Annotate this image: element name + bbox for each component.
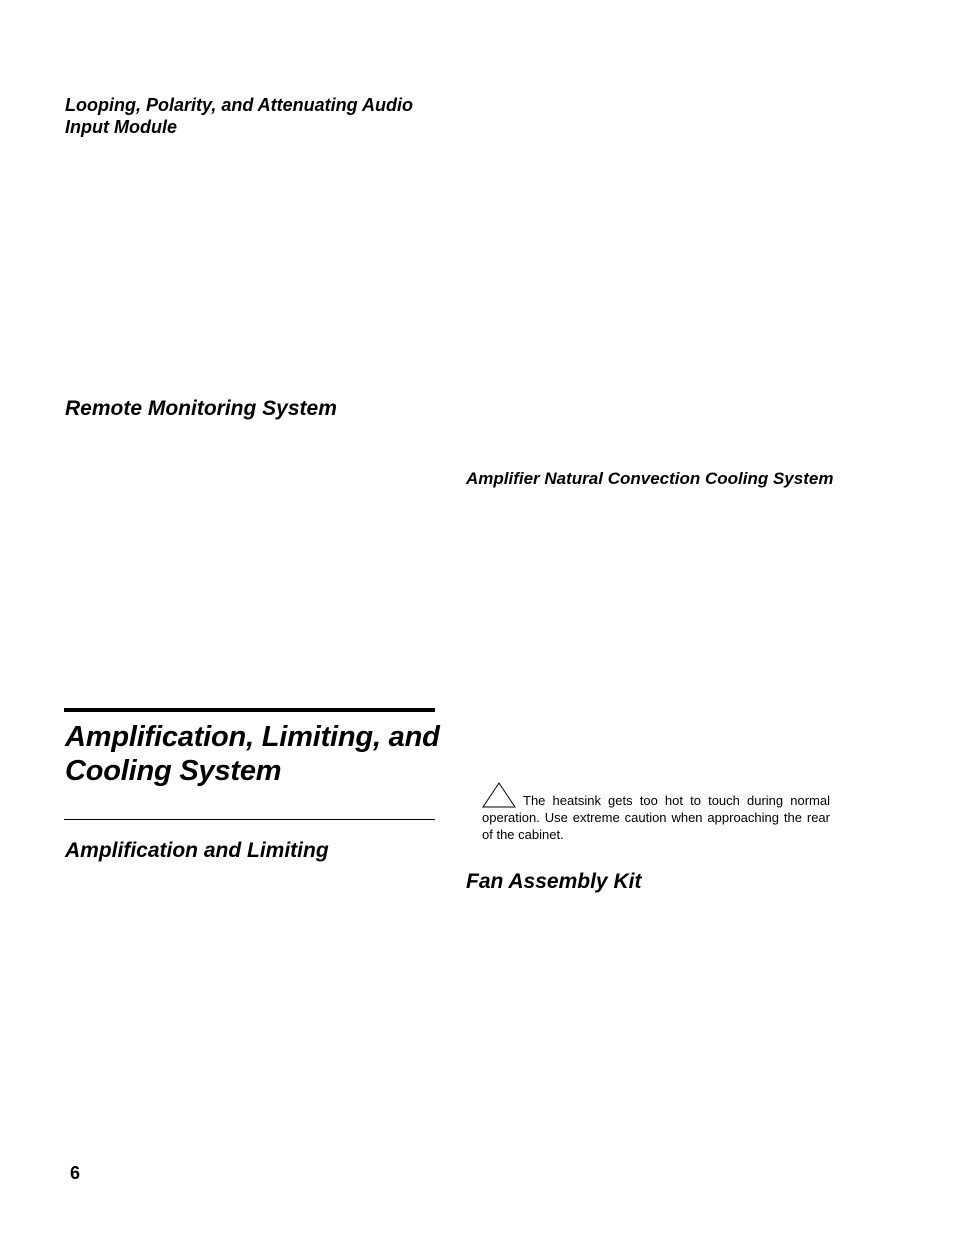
heading-amplification-limiting: Amplification and Limiting xyxy=(65,839,329,862)
section-title-amplification-limiting-cooling: Amplification, Limiting, and Cooling System xyxy=(65,721,440,787)
caution-note xyxy=(482,792,830,843)
section-rule-thin xyxy=(64,819,435,820)
heading-remote-monitoring: Remote Monitoring System xyxy=(65,397,337,420)
section-rule-thick xyxy=(64,708,435,712)
page-number: 6 xyxy=(70,1163,81,1183)
heading-looping-module: Looping, Polarity, and Attenuating Audio Input Module xyxy=(65,95,413,137)
caution-triangle-icon xyxy=(482,782,518,808)
caution-text: The heatsink gets too hot to touch during normal operation. Use extreme caution when approaching the rear of the cabinet. xyxy=(482,793,830,842)
heading-fan-assembly-kit: Fan Assembly Kit xyxy=(466,870,642,893)
heading-natural-convection-cooling: Amplifier Natural Convection Cooling System xyxy=(466,469,834,488)
